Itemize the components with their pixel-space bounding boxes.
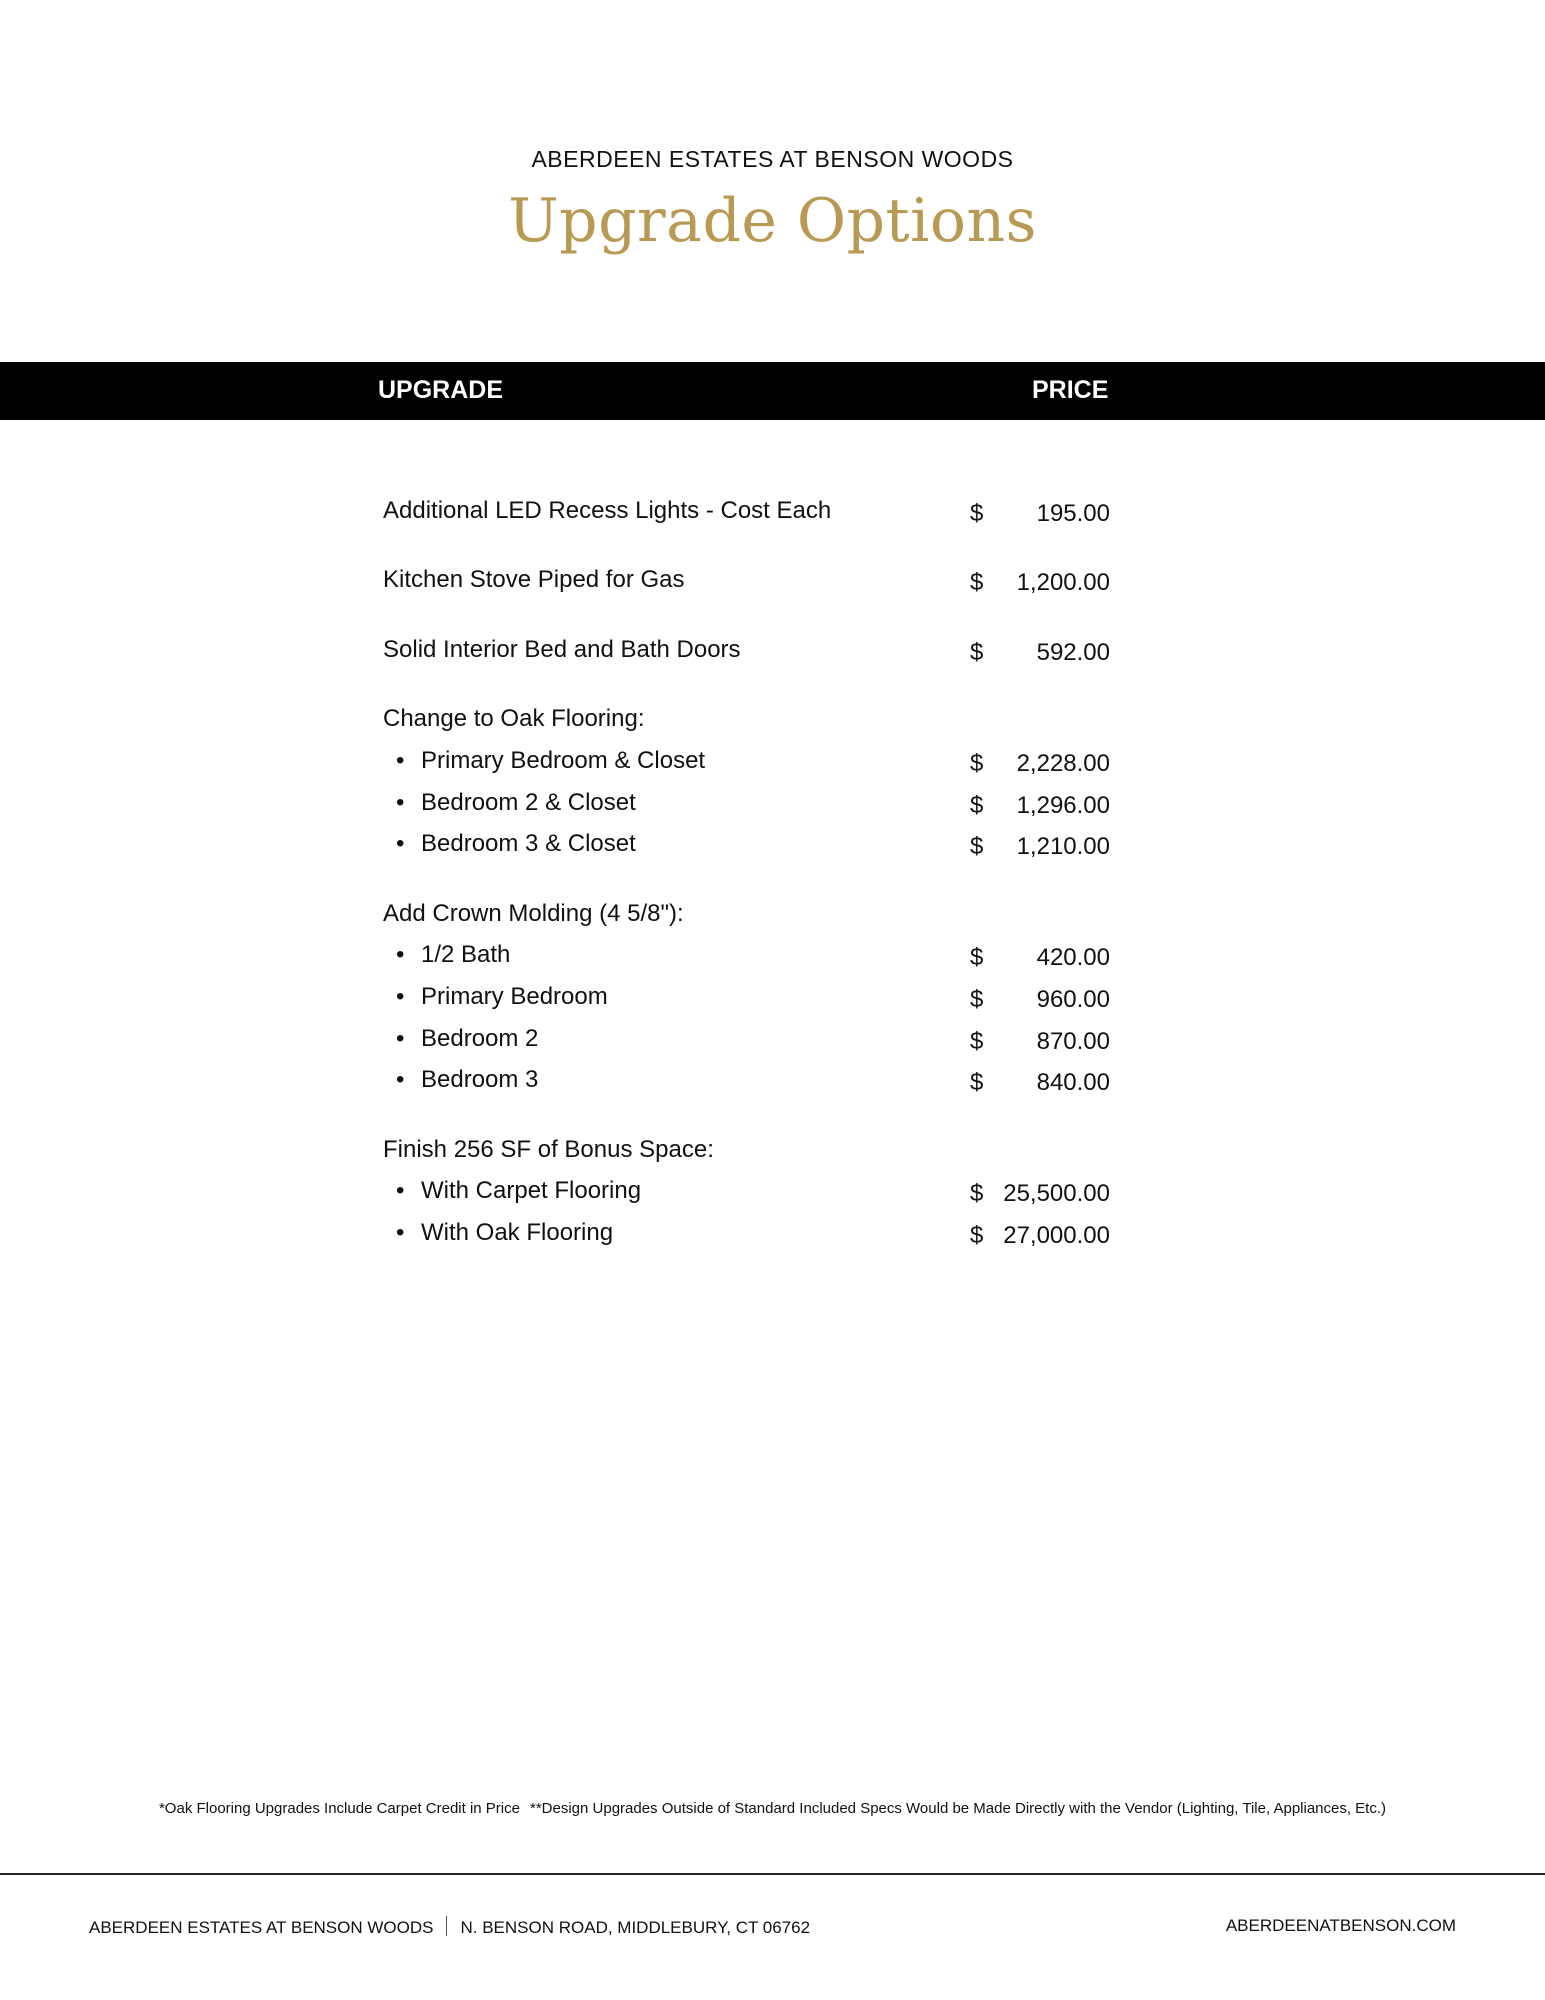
bullet-icon: • <box>396 983 405 1010</box>
upgrade-label: Primary Bedroom & Closet <box>421 747 706 774</box>
table-row <box>0 497 1545 529</box>
currency-symbol: $ <box>970 986 984 1013</box>
group-heading <box>0 900 1545 932</box>
table-row <box>0 830 1545 862</box>
group-heading-label: Change to Oak Flooring: <box>383 705 645 732</box>
currency-symbol: $ <box>970 750 984 777</box>
table-row <box>0 1219 1545 1251</box>
upgrade-price: 870.00 <box>1036 1028 1110 1055</box>
bullet-icon: • <box>396 1025 405 1052</box>
upgrade-label: Primary Bedroom <box>421 983 608 1010</box>
upgrade-label: Solid Interior Bed and Bath Doors <box>383 636 741 663</box>
table-row <box>0 636 1545 668</box>
bullet-icon: • <box>396 747 405 774</box>
group-heading-label: Add Crown Molding (4 5/8"): <box>383 900 684 927</box>
table-row <box>0 789 1545 821</box>
bullet-icon: • <box>396 1219 405 1246</box>
currency-symbol: $ <box>970 1180 984 1207</box>
footer-community-name: ABERDEEN ESTATES AT BENSON WOODS <box>89 1918 434 1937</box>
currency-symbol: $ <box>970 1222 984 1249</box>
group-heading <box>0 1136 1545 1168</box>
upgrade-price: 1,296.00 <box>1016 792 1110 819</box>
currency-symbol: $ <box>970 1028 984 1055</box>
upgrade-label: With Oak Flooring <box>421 1219 614 1246</box>
currency-symbol: $ <box>970 833 984 860</box>
currency-symbol: $ <box>970 944 984 971</box>
upgrade-label: Additional LED Recess Lights - Cost Each <box>383 497 832 524</box>
currency-symbol: $ <box>970 569 984 596</box>
upgrade-price: 960.00 <box>1036 986 1110 1013</box>
footer-address: N. BENSON ROAD, MIDDLEBURY, CT 06762 <box>460 1918 811 1937</box>
upgrade-price: 25,500.00 <box>1003 1180 1110 1207</box>
footnotes <box>0 1800 1545 1817</box>
bullet-icon: • <box>396 789 405 816</box>
column-header-upgrade: UPGRADE <box>378 376 504 404</box>
upgrade-price: 592.00 <box>1036 639 1110 666</box>
upgrade-label: Kitchen Stove Piped for Gas <box>383 566 685 593</box>
upgrade-label: With Carpet Flooring <box>421 1177 642 1204</box>
column-header-price: PRICE <box>1032 376 1109 404</box>
footer-separator <box>446 1916 447 1936</box>
footer-info <box>89 1916 810 1938</box>
upgrade-price: 840.00 <box>1036 1069 1110 1096</box>
table-row <box>0 983 1545 1015</box>
upgrade-price: 420.00 <box>1036 944 1110 971</box>
community-name: ABERDEEN ESTATES AT BENSON WOODS <box>531 146 1014 172</box>
currency-symbol: $ <box>970 639 984 666</box>
upgrade-price: 2,228.00 <box>1016 750 1110 777</box>
upgrade-label: 1/2 Bath <box>421 941 511 968</box>
page-title: Upgrade Options <box>508 186 1037 256</box>
upgrade-label: Bedroom 2 & Closet <box>421 789 636 816</box>
footer-divider <box>0 1873 1545 1875</box>
bullet-icon: • <box>396 830 405 857</box>
bullet-icon: • <box>396 1177 405 1204</box>
table-row <box>0 941 1545 973</box>
upgrade-label: Bedroom 3 & Closet <box>421 830 636 857</box>
table-row <box>0 1025 1545 1057</box>
upgrade-price: 195.00 <box>1036 500 1110 527</box>
table-row <box>0 747 1545 779</box>
currency-symbol: $ <box>970 792 984 819</box>
bullet-icon: • <box>396 941 405 968</box>
oak-flooring-note: *Oak Flooring Upgrades Include Carpet Credit in Price <box>158 1800 520 1817</box>
table-row <box>0 1177 1545 1209</box>
currency-symbol: $ <box>970 1069 984 1096</box>
upgrade-price: 1,200.00 <box>1016 569 1110 596</box>
group-heading-label: Finish 256 SF of Bonus Space: <box>383 1136 714 1163</box>
table-row <box>0 566 1545 598</box>
bullet-icon: • <box>396 1066 405 1093</box>
upgrade-price: 1,210.00 <box>1016 833 1110 860</box>
footer-website: ABERDEENATBENSON.COM <box>1225 1916 1456 1935</box>
upgrade-price: 27,000.00 <box>1003 1222 1110 1249</box>
table-row <box>0 1066 1545 1098</box>
upgrade-label: Bedroom 2 <box>421 1025 539 1052</box>
design-upgrades-note: **Design Upgrades Outside of Standard Included Specs Would be Made Directly with the Vendor (Lighting, Tile, Appliances, Etc.) <box>529 1800 1387 1817</box>
table-header <box>0 362 1545 420</box>
group-heading <box>0 705 1545 737</box>
currency-symbol: $ <box>970 500 984 527</box>
upgrade-label: Bedroom 3 <box>421 1066 539 1093</box>
